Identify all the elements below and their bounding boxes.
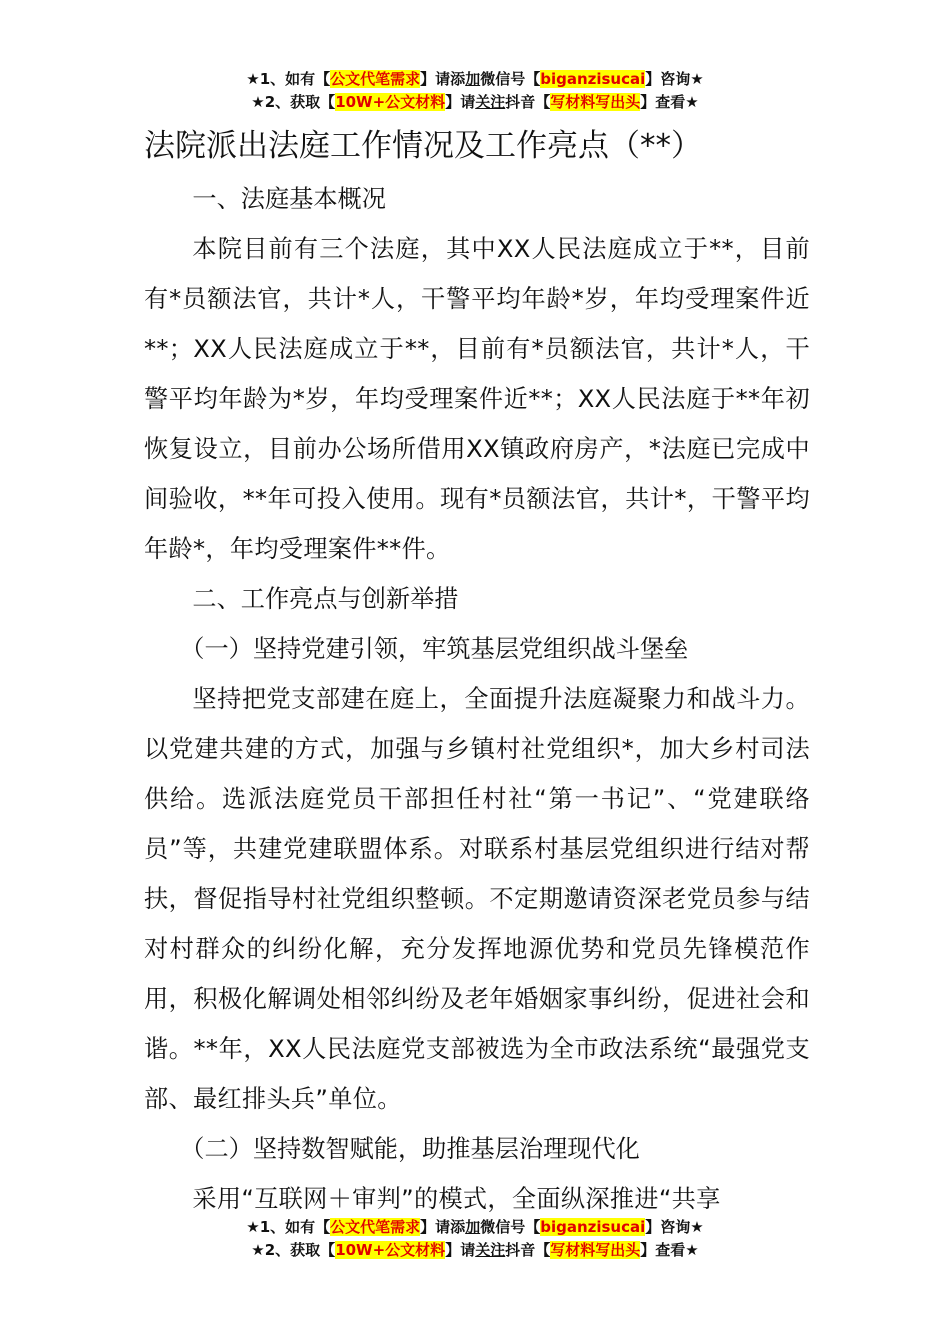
banner-line-1: ★1、如有【公文代笔需求】请添加微信号【biganzisucai】咨询★ xyxy=(246,70,704,88)
header-banner xyxy=(0,68,950,114)
subheading-2: （二）坚持数智赋能，助推基层治理现代化 xyxy=(180,1135,640,1163)
douyin-account: 写材料写出头 xyxy=(550,93,641,111)
banner-line-1: ★1、如有【公文代笔需求】请添加微信号【biganzisucai】咨询★ xyxy=(246,1218,704,1236)
subheading-1: （一）坚持党建引领，牢筑基层党组织战斗堡垒 xyxy=(180,635,689,663)
section-heading-1: 一、法庭基本概况 xyxy=(192,185,386,213)
highlight-text: 公文代笔需求 xyxy=(330,70,421,88)
section-heading-2: 二、工作亮点与创新举措 xyxy=(192,585,459,613)
banner-line-2: ★2、获取【10W+公文材料】请关注抖音【写材料写出头】查看★ xyxy=(251,93,699,111)
highlight-text: 公文代笔需求 xyxy=(330,1218,421,1236)
paragraph-overview: 本院目前有三个法庭，其中XX人民法庭成立于**，目前有*员额法官，共计*人，干警平均年龄*岁，年均受理案件近**；XX人民法庭成立于**，目前有*员额法官，共计*人，干警平均年龄为*岁，年均受理案件近**；XX人民法庭于**年初恢复设立，目前办公场所借用XX镇政府房产，*法庭已完成中间验收，**年可投入使用。现有*员额法官，共计*，干警平均年龄*，年均受理案件**件。 xyxy=(144,235,810,563)
highlight-text: 10W+公文材料 xyxy=(335,93,446,111)
wechat-id: biganzisucai xyxy=(540,70,646,88)
wechat-id: biganzisucai xyxy=(540,1218,646,1236)
banner-line-2: ★2、获取【10W+公文材料】请关注抖音【写材料写出头】查看★ xyxy=(251,1241,699,1259)
paragraph-digital: 采用“互联网＋审判”的模式，全面纵深推进“共享 xyxy=(192,1185,721,1213)
paragraph-party-building: 坚持把党支部建在庭上，全面提升法庭凝聚力和战斗力。以党建共建的方式，加强与乡镇村社党组织*，加大乡村司法供给。选派法庭党员干部担任村社“第一书记”、“党建联络员”等，共建党建联盟体系。对联系村基层党组织进行结对帮扶，督促指导村社党组织整顿。不定期邀请资深老党员参与结对村群众的纠纷化解，充分发挥地源优势和党员先锋模范作用，积极化解调处相邻纠纷及老年婚姻家事纠纷，促进社会和谐。**年，XX人民法庭党支部被选为全市政法系统“最强党支部、最红排头兵”单位。 xyxy=(144,685,810,1113)
footer-banner xyxy=(0,1216,950,1262)
document-title: 法院派出法庭工作情况及工作亮点（**） xyxy=(144,128,702,164)
document-body xyxy=(144,122,810,1224)
douyin-account: 写材料写出头 xyxy=(550,1241,641,1259)
highlight-text: 10W+公文材料 xyxy=(335,1241,446,1259)
